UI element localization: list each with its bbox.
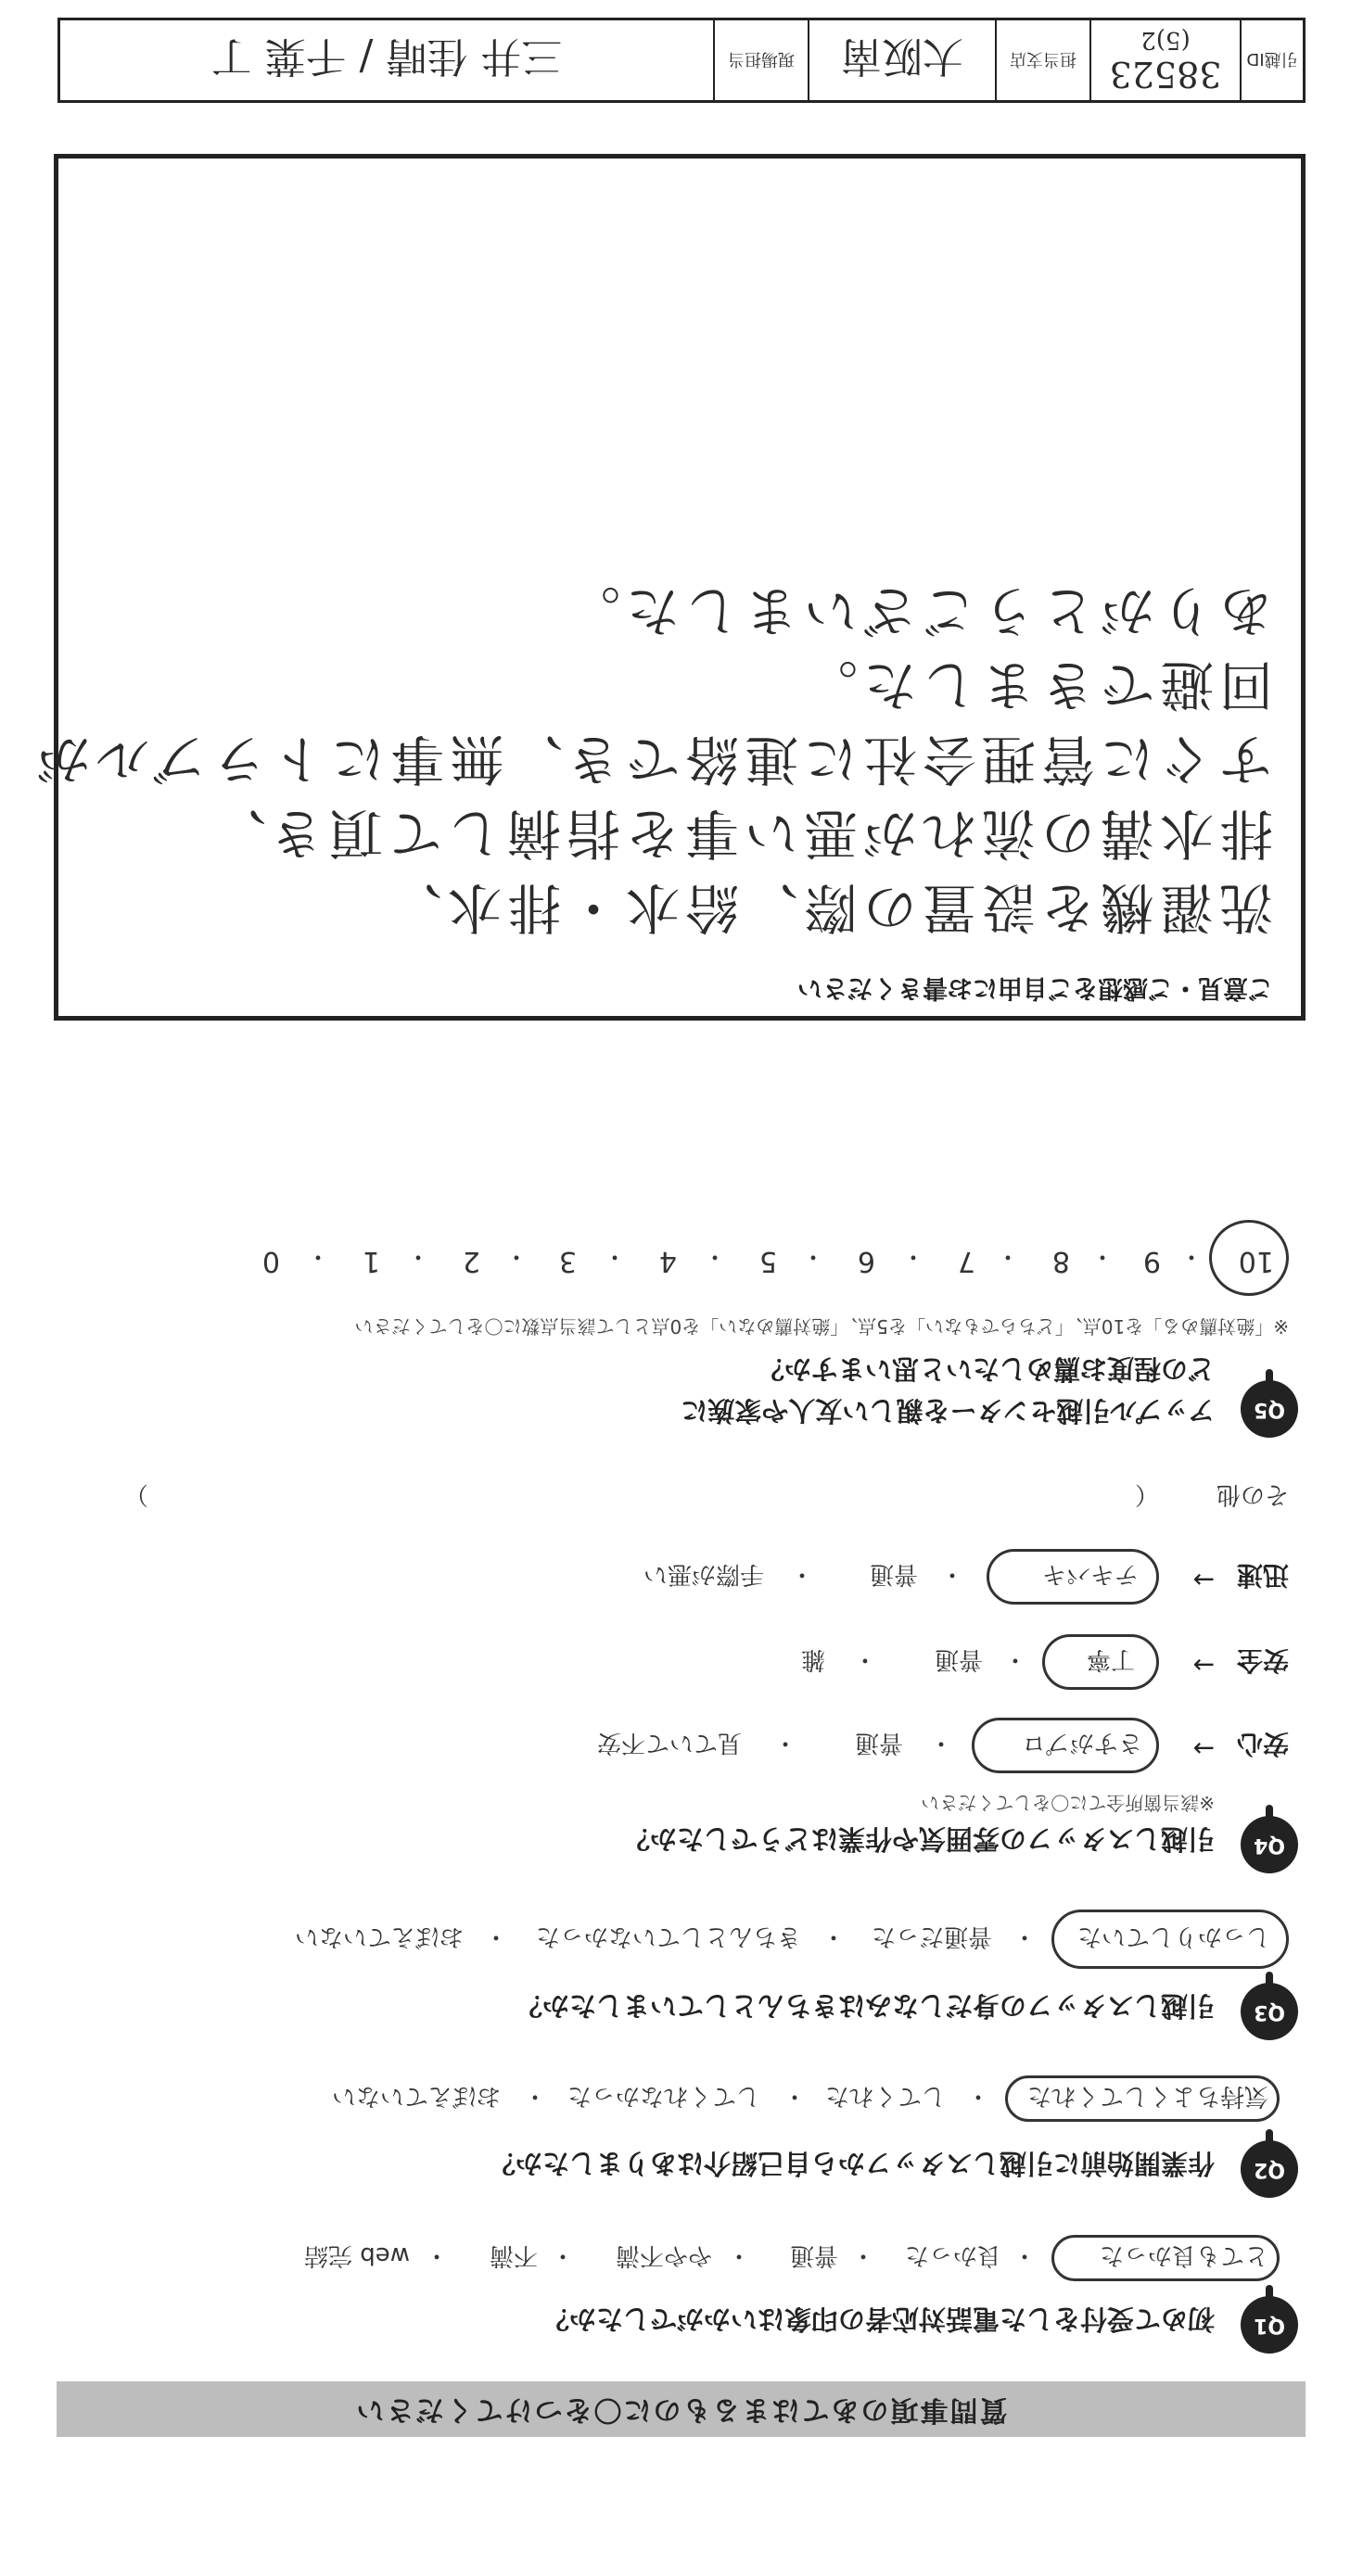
q1-badge: Q1 — [1241, 2296, 1298, 2354]
q1-option-6[interactable]: web 完結 — [303, 2241, 410, 2269]
q4-row1-option-1[interactable]: さすがプロ — [1021, 1729, 1142, 1757]
q1-option-5[interactable]: 不満 — [489, 2241, 538, 2269]
comment-line-5: ありがとうございました。 — [560, 579, 1273, 642]
scale-7[interactable]: 7 — [957, 1245, 975, 1277]
scale-1[interactable]: 1 — [362, 1245, 380, 1277]
q3-badge-stem — [1266, 1972, 1273, 1986]
id-value: 38523 — [1109, 54, 1222, 95]
q4-row3-option-1[interactable]: テキパキ — [1041, 1560, 1139, 1588]
q4-row-label: 迅速 — [1236, 1560, 1289, 1591]
id-value-cell[interactable] — [1089, 20, 1240, 100]
q3-question: 引越しスタッフの身だしなみはきちんとしていましたか？ — [515, 1990, 1215, 2022]
q4-other-open: （ — [1134, 1480, 1159, 1508]
id-value-2: (5)2 — [1140, 26, 1191, 54]
q1-option-2[interactable]: 良かった — [904, 2241, 1001, 2269]
q5-note: ※「絶対薦める」を10点、「どちらでもない」を5点、「絶対薦めない」を0点として該当点数に〇をしてください — [354, 1315, 1289, 1338]
branch-label: 担当支店 — [995, 20, 1089, 100]
comment-line-1: 洗濯機を設置の際、給水・排水、 — [382, 876, 1273, 939]
scale-10[interactable]: 10 — [1238, 1245, 1274, 1277]
id-table — [57, 18, 1306, 103]
instruction-text: 質問事項のあてはまるものに〇をつけてください — [354, 2393, 1008, 2426]
branch-value: 大阪南 — [841, 32, 963, 80]
scale-6[interactable]: 6 — [857, 1245, 875, 1277]
leader-value-cell[interactable] — [60, 20, 713, 100]
q1-option-3[interactable]: 普通 — [789, 2241, 838, 2269]
q5-badge: Q5 — [1241, 1380, 1298, 1438]
scale-5[interactable]: 5 — [758, 1245, 777, 1277]
q2-option-4[interactable]: おぼえていない — [331, 2082, 501, 2110]
q2-option-2[interactable]: してくれた — [824, 2082, 946, 2110]
q3-option-1[interactable]: しっかりしていた — [1076, 1922, 1270, 1950]
q4-row-anzen: 安全 → 丁寧 ・ 普通 ・ 雑 — [65, 1634, 1289, 1694]
leader-label: 現場担当 — [713, 20, 808, 100]
q5-badge-stem — [1266, 1369, 1273, 1384]
leader-value: 三井 佳晴 / 千葉 丁 — [210, 32, 563, 80]
scale-0[interactable]: 0 — [261, 1245, 280, 1277]
instruction-band — [57, 2381, 1306, 2437]
q4-row2-option-3[interactable]: 雑 — [800, 1645, 825, 1673]
scale-8[interactable]: 8 — [1051, 1245, 1070, 1277]
q4-row-anshin: 安心 → さすがプロ ・ 普通 ・ 見ていて不安 — [65, 1718, 1289, 1777]
comment-line-2: 排水溝の流れが悪い事を指摘して頂き、 — [207, 802, 1273, 865]
q4-note: ※該当箇所全てに〇をしてください — [921, 1792, 1215, 1814]
q1-options: とても良かった ・ 良かった ・ 普通 ・ やや不満 ・ 不満 ・ web 完結 — [56, 2235, 1280, 2281]
arrow-icon: → — [1192, 1650, 1215, 1681]
q4-question: 引越しスタッフの雰囲気や作業はどうでしたか？ — [622, 1823, 1215, 1855]
scale-2[interactable]: 2 — [462, 1245, 480, 1277]
q3-option-4[interactable]: おぼえていない — [294, 1922, 464, 1950]
q4-other-input[interactable] — [195, 1478, 1122, 1516]
scale-3[interactable]: 3 — [558, 1245, 577, 1277]
q3-option-3[interactable]: きちんとしていなかった — [535, 1922, 801, 1950]
q2-options: 気持ちよくしてくれた ・ してくれた ・ してくれなかった ・ おぼえていない — [56, 2075, 1280, 2122]
q1-badge-stem — [1266, 2285, 1273, 2300]
q2-option-1[interactable]: 気持ちよくしてくれた — [1026, 2082, 1268, 2110]
q4-row1-option-3[interactable]: 見ていて不安 — [596, 1729, 742, 1757]
q5-scale: 10 ・ 9 ・ 8 ・ 7 ・ 6 ・ 5 ・ 4 ・ 3 ・ 2 ・ 1 ・ 0 — [65, 1218, 1289, 1301]
q4-row1-option-2[interactable]: 普通 — [854, 1729, 903, 1757]
q4-other-close: ） — [123, 1480, 148, 1508]
comment-line-3: すぐに管理会社に連絡でき、無事にトラブルが — [31, 728, 1273, 791]
q4-badge-stem — [1266, 1805, 1273, 1820]
q4-row-label: 安心 — [1236, 1729, 1289, 1759]
q4-row-jinsoku: 迅速 → テキパキ ・ 普通 ・ 手際が悪い — [65, 1549, 1289, 1608]
q4-row-label: 安全 — [1236, 1645, 1289, 1676]
q5-question-line2: どの程度お薦めしたいと思いますか？ — [757, 1353, 1215, 1385]
q3-options: しっかりしていた ・ 普通だった ・ きちんとしていなかった ・ おぼえていない — [65, 1910, 1289, 1969]
q3-badge: Q3 — [1241, 1983, 1298, 2040]
q1-option-1[interactable]: とても良かった — [1099, 2241, 1268, 2269]
q4-row3-option-3[interactable]: 手際が悪い — [643, 1560, 764, 1588]
q4-badge: Q4 — [1241, 1816, 1298, 1873]
q4-other-label: その他 — [1216, 1480, 1289, 1508]
branch-value-cell[interactable] — [808, 20, 995, 100]
arrow-icon: → — [1192, 1733, 1215, 1764]
q2-question: 作業開始前に引越しスタッフから自己紹介はありましたか？ — [488, 2148, 1215, 2179]
scale-9[interactable]: 9 — [1142, 1245, 1161, 1277]
arrow-icon: → — [1192, 1565, 1215, 1595]
q4-row3-option-2[interactable]: 普通 — [869, 1560, 918, 1588]
q4-row2-option-1[interactable]: 丁寧 — [1086, 1645, 1135, 1673]
comment-title: ご意見・ご感想をご自由にお書きください — [797, 973, 1273, 1002]
comment-box[interactable] — [31, 154, 1306, 1021]
q1-question: 初めて受付をした電話対応者の印象はいかがでしたか？ — [541, 2303, 1215, 2335]
q4-row2-option-2[interactable]: 普通 — [934, 1645, 983, 1673]
scale-4[interactable]: 4 — [658, 1245, 677, 1277]
q3-option-2[interactable]: 普通だった — [871, 1922, 992, 1950]
id-label: 引越ID — [1240, 20, 1303, 100]
q2-badge: Q2 — [1241, 2140, 1298, 2198]
q1-option-4[interactable]: やや不満 — [615, 2241, 712, 2269]
q2-option-3[interactable]: してくれなかった — [567, 2082, 760, 2110]
comment-title-bar — [58, 968, 1301, 1016]
comment-line-4: 回避できました。 — [797, 654, 1273, 717]
q2-badge-stem — [1266, 2129, 1273, 2144]
q5-question-line1: アップル引越センターを親しい友人や家族に — [681, 1395, 1215, 1427]
q4-other-row — [65, 1475, 1289, 1521]
